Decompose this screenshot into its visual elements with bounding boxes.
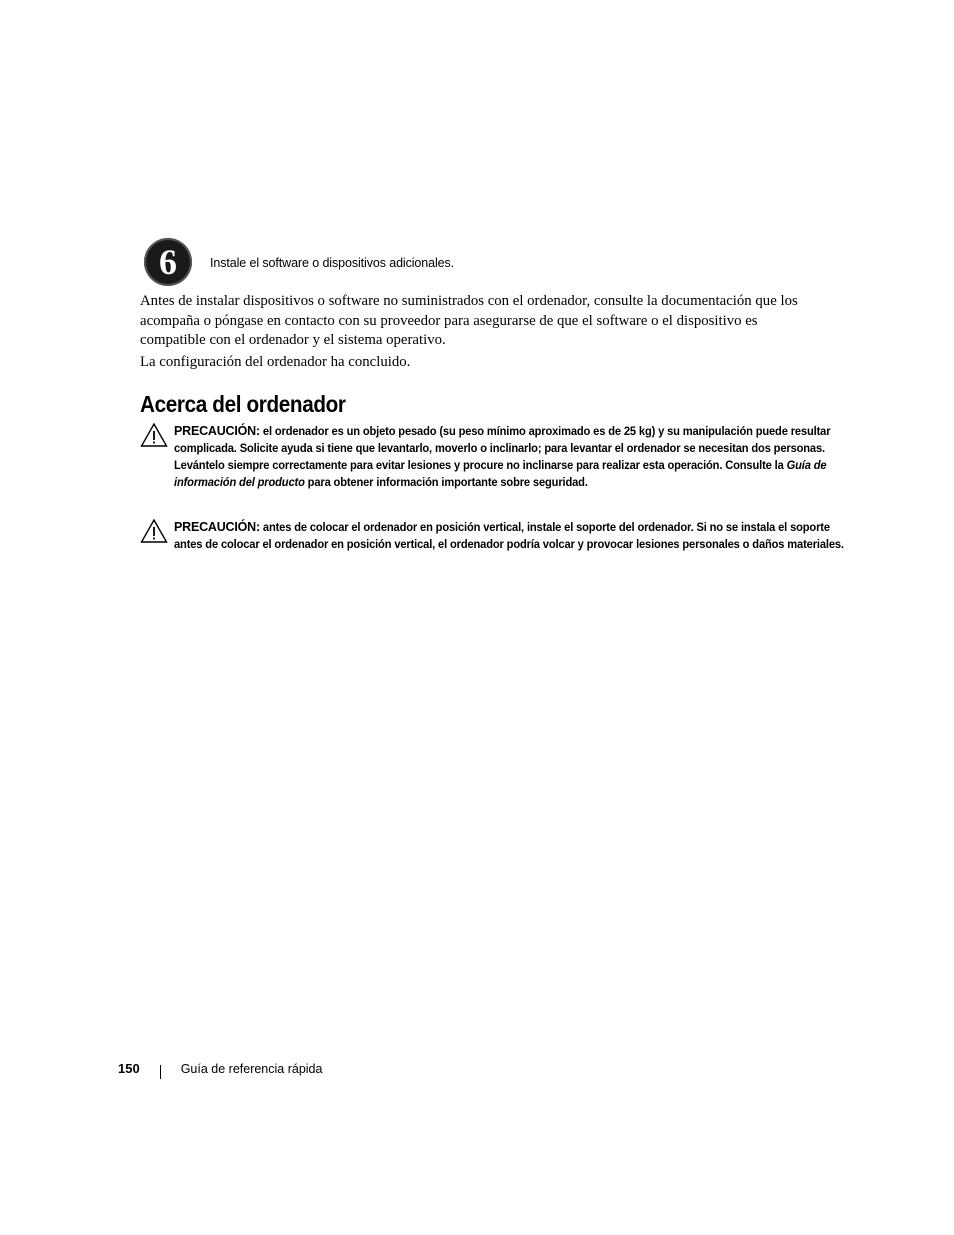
caution-notice-stand [140,518,844,553]
step-instruction: Instale el software o dispositivos adicionales. [210,256,455,270]
section-heading: Acerca del ordenador [140,391,346,417]
caution-body-end: para obtener información importante sobre seguridad. [307,476,588,489]
warning-triangle-icon [140,422,168,448]
caution-notice-weight [140,422,831,491]
footer-divider [160,1065,161,1079]
caution-label: PRECAUCIÓN: [174,519,260,534]
caution-text [174,422,846,491]
page-footer [118,1061,322,1076]
caution-label: PRECAUCIÓN: [174,423,260,438]
caution-text [174,518,846,553]
intro-paragraph: Antes de instalar dispositivos o software no suministrados con el ordenador, consulte la documentación que los acompaña o póngase en contacto con su proveedor para asegurarse de que el software o el dispositivo es compatible con el ordenador y el sistema operativo. [140,293,798,348]
caution-body-start: el ordenador es un objeto pesado (su peso mínimo aproximado es de 25 kg) y su manipulación puede resultar complicada. Solicite ayuda si tiene que levantarlo, moverlo o inclinarlo; para levantar el ordenador se necesitan dos personas. Levántelo siempre correctamente para evitar lesiones y procure no inclinarse para realizar esta operación. Consulte la [174,425,831,472]
setup-complete-paragraph: La configuración del ordenador ha concluido. [140,354,411,370]
guide-title: Guía de referencia rápida [180,1061,323,1076]
step-number-badge: 6 [144,238,192,286]
step-header [144,238,454,286]
caution-body: antes de colocar el ordenador en posición vertical, instale el soporte del ordenador. Si no se instala el soporte antes de colocar el ordenador en posición vertical, el ordenador podría volcar y provocar lesiones personales o daños materiales. [174,521,844,551]
page-number: 150 [118,1061,140,1076]
warning-triangle-icon [140,518,168,544]
product-info-guide-title: Guía de información del producto [174,459,827,489]
